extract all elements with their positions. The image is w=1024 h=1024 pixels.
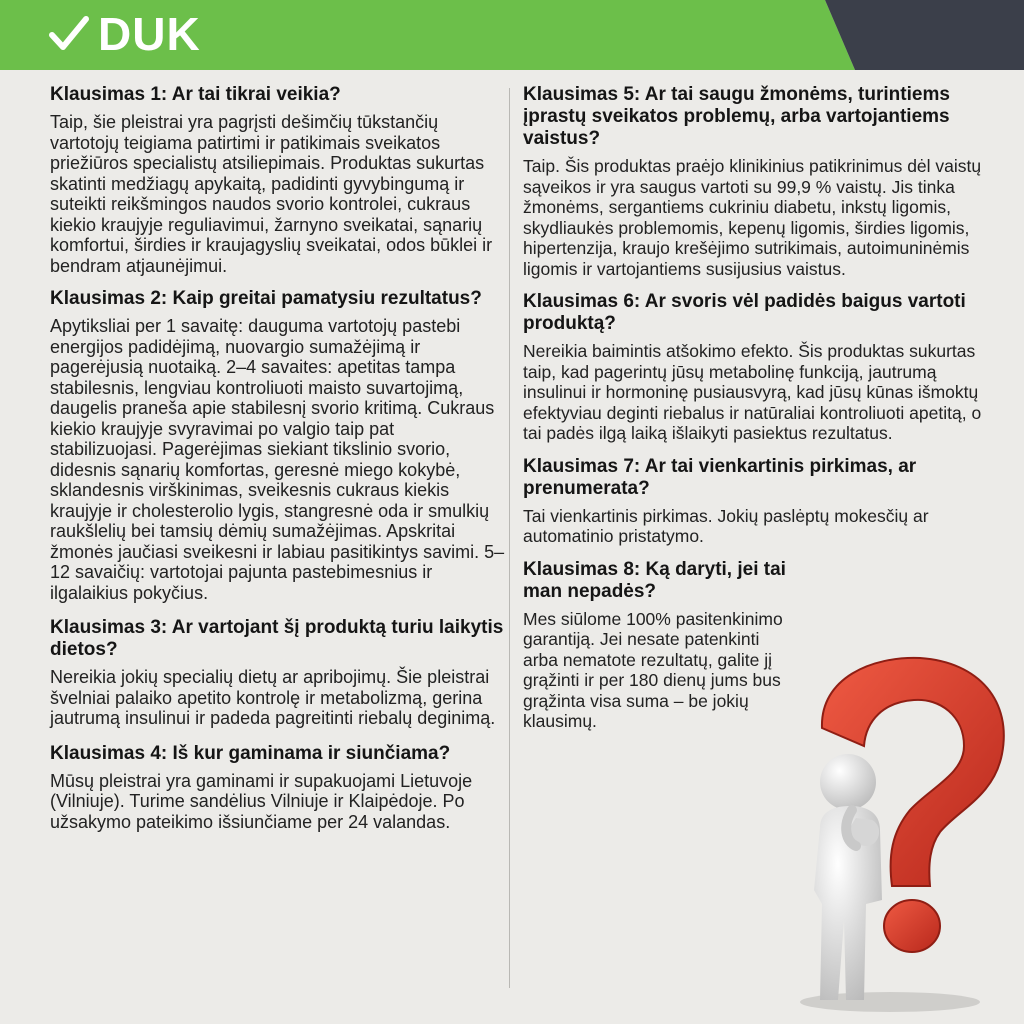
- faq-answer: Mes siūlome 100% pasitenkinimo garantiją. Jei nesate patenkinti arba nematote rezultatų, galite jį grąžinti ir per 180 dienų jums bus grąžinta visa suma – be jokių klausimų.: [523, 608, 783, 731]
- column-divider: [509, 88, 510, 988]
- faq-answer: Nereikia jokių specialių dietų ar apribojimų. Šie pleistrai švelniai palaiko apetito kontrolę ir metabolizmą, gerina jautrumą insulinui ir padeda pagreitinti riebalų deginimą.: [50, 667, 496, 728]
- faq-column-right: [523, 84, 993, 744]
- faq-answer: Mūsų pleistrai yra gaminami ir supakuojami Lietuvoje (Vilniuje). Turime sandėlius Vilniuje ir Klaipėdoje. Po užsakymo pateikimo išsiunčiame per 24 valandas.: [50, 770, 473, 832]
- faq-item-1: [50, 84, 505, 276]
- faq-question: Klausimas 6: Ar svoris vėl padidės baigus vartoti produktą?: [523, 291, 966, 334]
- faq-answer: Nereikia baimintis atšokimo efekto. Šis produktas sukurtas taip, kad pagerintų jūsų metabolinę funkciją, jautrumą insulinui ir hormoninę pusiausvyrą, kad jūsų kūnas išmoktų efektyviau deginti riebalus ir natūraliai kontroliuoti apetitą, o tai padės ilgą laiką išlaikyti pasiektus rezultatus.: [523, 341, 982, 443]
- faq-item-5: [523, 84, 993, 279]
- thinking-figure-question-mark-icon: [780, 650, 1020, 1020]
- faq-answer: Taip. Šis produktas praėjo klinikinius patikrinimus dėl vaistų sąveikos ir yra saugus vartoti su 99,9 % vaistų. Jis tinka žmonėms, sergantiems cukriniu diabetu, inkstų ligomis, skydliaukės problemomis, kepenų ligomis, širdies ligomis, hipertenzija, kraujo krešėjimo sutrikimais, autoimuninėmis ligomis ir vartojantiems susijusius vaistus.: [523, 156, 982, 279]
- faq-item-7: [523, 456, 993, 547]
- faq-question: Klausimas 1: Ar tai tikrai veikia?: [50, 84, 341, 105]
- faq-item-3: [50, 617, 505, 729]
- faq-item-2: [50, 288, 505, 603]
- faq-question: Klausimas 3: Ar vartojant šį produktą turiu laikytis dietos?: [50, 617, 504, 660]
- checkmark-icon: [48, 13, 90, 55]
- faq-item-6: [523, 291, 993, 444]
- faq-question: Klausimas 8: Ką daryti, jei tai man nepadės?: [523, 558, 786, 602]
- page-title: [48, 6, 201, 62]
- faq-question: Klausimas 7: Ar tai vienkartinis pirkimas, ar prenumerata?: [523, 455, 917, 499]
- faq-question: Klausimas 5: Ar tai saugu žmonėms, turintiems įprastų sveikatos problemų, arba vartojantiems vaistus?: [523, 84, 950, 149]
- faq-question: Klausimas 4: Iš kur gaminama ir siunčiama?: [50, 742, 451, 764]
- faq-item-8: [523, 559, 793, 732]
- faq-answer: Tai vienkartinis pirkimas. Jokių paslėptų mokesčių ar automatinio pristatymo.: [523, 505, 929, 546]
- page-title-text: DUK: [98, 8, 201, 60]
- faq-column-left: [50, 84, 505, 844]
- faq-answer: Taip, šie pleistrai yra pagrįsti dešimčių tūkstančių vartotojų teigiama patirtimi ir patikimais sveikatos priežiūros specialistų atsiliepimais. Produktas sukurtas skatinti medžiagų apykaitą, padidinti gyvybingumą ir suteikti reikšmingos naudos svorio kontrolei, cukraus kiekio kraujyje reguliavimui, žarnyno sveikatai, sąnarių komfortui, širdies ir kraujagyslių sveikatai, odos būklei ir bendram atjaunėjimui.: [50, 112, 493, 276]
- faq-item-4: [50, 743, 505, 833]
- faq-answer: Apytiksliai per 1 savaitę: dauguma vartotojų pastebi energijos padidėjimą, nuovargio sumažėjimą ir pagerėjusią nuotaiką. 2–4 savaites: apetitas tampa stabilesnis, lengviau kontroliuoti maisto suvartojimą, daugelis praneša apie stabilesnį svorio kritimą. Cukraus kiekio kraujyje svyravimai po valgio taip pat stabilizuojasi. Pagerėjimas siekiant tikslinio svorio, didesnis sąnarių komfortas, geresnė miego kokybė, sklandesnis virškinimas, sveikesnis cukraus kiekis kraujyje ir cholesterolio lygis, stangresnė oda ir smulkių raukšlelių bei tamsių dėmių sumažėjimas. Apskritai žmonės jaučiasi sveikesni ir labiau pasitikintys savimi. 5–12 savaičių: vartotojai pajunta pastebimesnius ir ilgalaikius pokyčius.: [50, 316, 505, 603]
- faq-question: Klausimas 2: Kaip greitai pamatysiu rezultatus?: [50, 288, 482, 309]
